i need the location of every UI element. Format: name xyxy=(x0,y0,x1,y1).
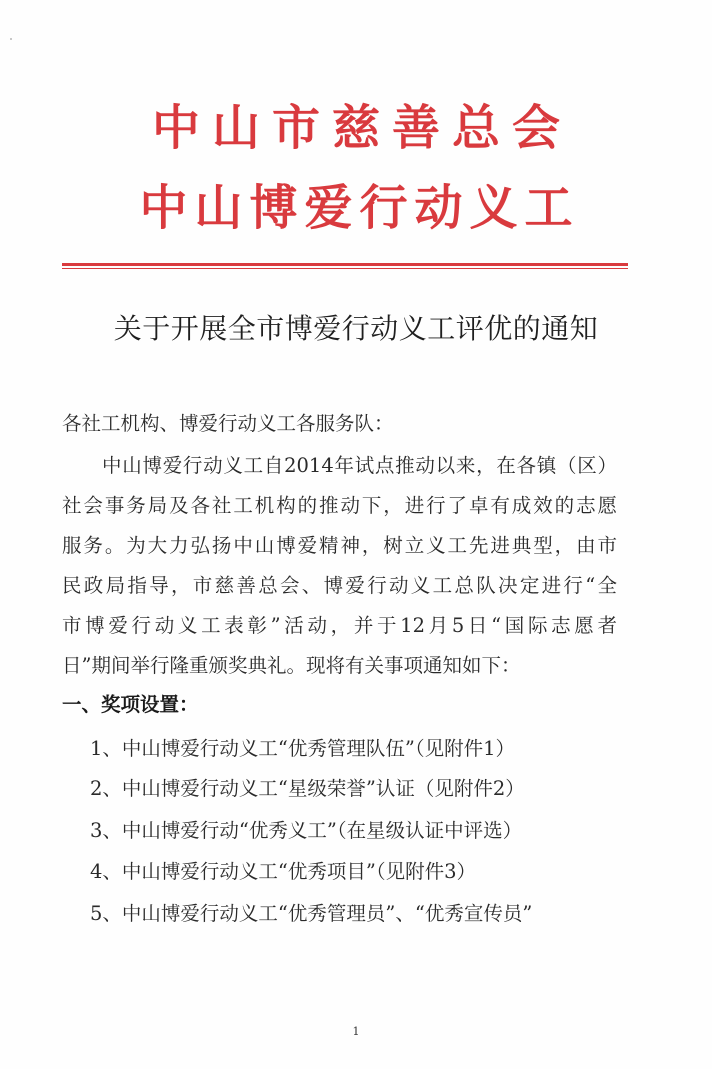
award-item: 3、中山博爱行动“优秀义工”（在星级认证中评选） xyxy=(90,819,523,842)
body-paragraph-line: 服务。为大力弘扬中山博爱精神，树立义工先进典型，由市 xyxy=(62,534,617,557)
body-paragraph-line: 民政局指导，市慈善总会、博爱行动义工总队决定进行“全 xyxy=(62,574,617,597)
body-paragraph-line: 市博爱行动义工表彰”活动，并于12月5日“国际志愿者 xyxy=(62,614,617,637)
body-paragraph-line: 日”期间举行隆重颁奖典礼。现将有关事项通知如下： xyxy=(62,654,521,677)
section-heading-awards: 一、奖项设置： xyxy=(62,693,199,716)
body-paragraph-line: 社会事务局及各社工机构的推动下，进行了卓有成效的志愿 xyxy=(62,494,617,517)
body-paragraph-line: 中山博爱行动义工自2014年试点推动以来，在各镇（区） xyxy=(102,454,617,477)
award-item: 2、中山博爱行动义工“星级荣誉”认证（见附件2） xyxy=(90,777,525,800)
award-item: 1、中山博爱行动义工“优秀管理队伍”（见附件1） xyxy=(90,737,516,760)
header-rule-thick xyxy=(62,263,628,266)
document-title: 关于开展全市博爱行动义工评优的通知 xyxy=(113,312,599,345)
org-name-line-2: 中山博爱行动义工 xyxy=(139,180,580,236)
scan-speck xyxy=(10,38,12,40)
header-rule-thin xyxy=(62,268,628,269)
award-item: 5、中山博爱行动义工“优秀管理员”、“优秀宣传员” xyxy=(90,902,533,925)
org-name-line-1: 中山市慈善总会 xyxy=(151,100,572,156)
award-item: 4、中山博爱行动义工“优秀项目”（见附件3） xyxy=(90,860,477,883)
salutation: 各社工机构、博爱行动义工各服务队： xyxy=(62,412,394,435)
page-number: 1 xyxy=(352,1025,360,1038)
